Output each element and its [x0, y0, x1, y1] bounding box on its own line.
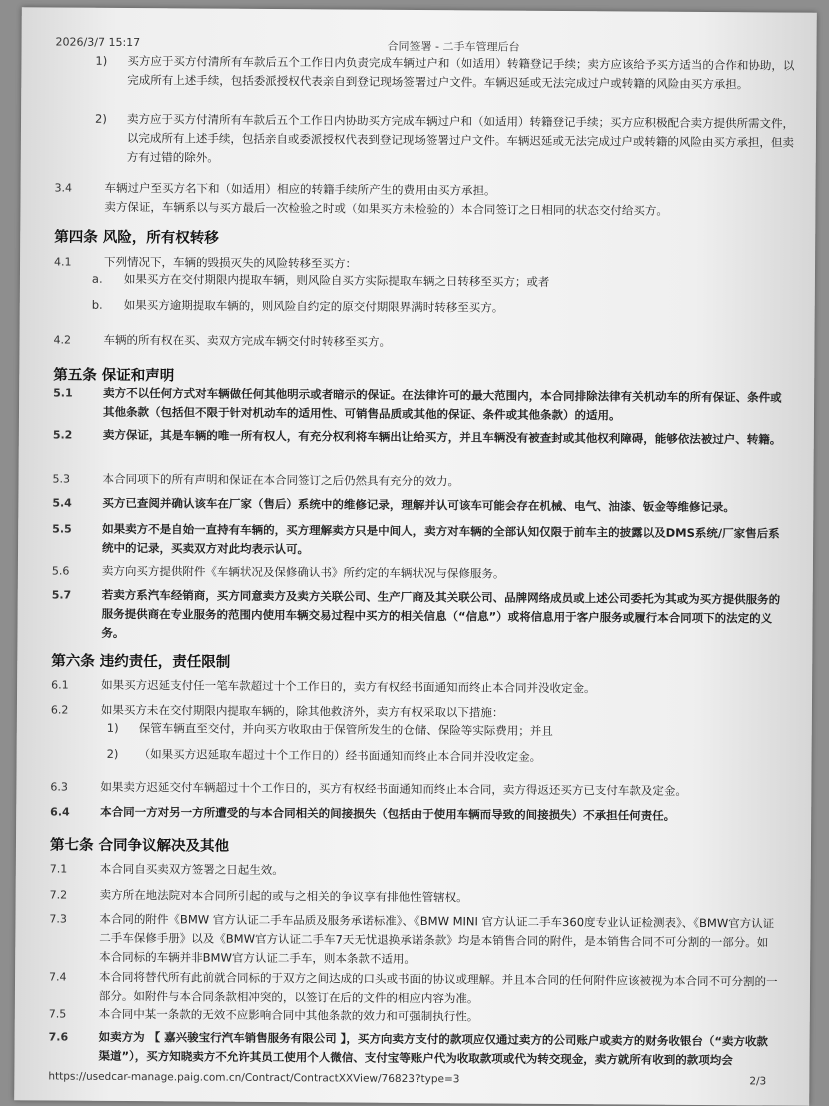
clause-number: 6.4: [50, 805, 70, 819]
clause-text: 下列情况下，车辆的毁损灭失的风险转移至买方：: [104, 254, 358, 271]
clause-text: 卖方保证，其是车辆的唯一所有权人，有充分权利将车辆出让给买方，并且车辆没有被查封或其他权利障碍，能够依法被过户、转籍。: [102, 427, 782, 447]
item-text: 买方应于买方付清所有车款后五个工作日内负责完成车辆过户和（如适用）转籍登记手续；卖方应该给予买方适当的合作和协助，以完成所有上述手续，包括委派授权代表亲自到登记现场签署过户文件。车辆迟延或无法完成过户或转籍的风险由买方承担。: [127, 53, 795, 92]
section-heading: 第六条 违约责任，责任限制: [51, 653, 231, 671]
clause-number: 5.7: [51, 588, 72, 602]
clause-text: 本合同一方对另一方所遭受的与本合同相关的间接损失（包括由于使用车辆而导致的间接损失）不承担任何责任。: [100, 804, 676, 823]
clause-5-5: [52, 519, 782, 562]
clause-text: 本合同中某一条款的无效不应影响合同中其他条款的效力和可强制执行性。: [98, 1006, 479, 1024]
clause-5-7: [51, 585, 781, 647]
clause-6-3: [50, 777, 780, 801]
list-item: [92, 270, 792, 294]
clause-number: 5.4: [52, 496, 72, 510]
item-text: 保管车辆直至交付，并向买方收取由于保管所发生的仓储、保险等实际费用；并且: [138, 721, 553, 738]
clause-6-1: [51, 675, 781, 699]
clause-3-4: [54, 178, 784, 221]
clause-text: 本合同的附件《BMW 官方认证二手车品质及服务承诺标准》、《BMW MINI 官方认证二手车360度专业认证检测表》、《BMW官方认证二手车保修手册》以及《BMW官方认证二手车7天无忧退换承诺条款》均是本销售合同的附件，是本销售合同不可分割的一部分。如本合同标的车辆并非BMW官方认证二手车，则本条款不适用。: [99, 911, 775, 967]
page-number: 2/3: [749, 1075, 767, 1088]
clause-text: 卖方所在地法院对本合同所引起的或与之相关的争议享有排他性管辖权。: [99, 887, 468, 905]
clause-number: 7.5: [48, 1007, 67, 1021]
clause-number: 4.1: [54, 255, 72, 269]
clause-text: 本合同将替代所有此前就合同标的于双方之间达成的口头或书面的协议或理解。并且本合同的任何附件应该被视为本合同不可分割的一部分。如附件与本合同条款相冲突的，以签订在后的文件的相应内容为准。: [98, 969, 778, 1006]
clause-5-2: [53, 425, 783, 449]
item-text: 如果买方在交付期限内提取车辆，则风险自买方实际提取车辆之日转移至买方；或者: [123, 271, 550, 289]
clause-number: 5.3: [52, 472, 71, 486]
item-text: （如果买方迟延取车超过十个工作日的）经书面通知而终止本合同并没收定金。: [138, 747, 542, 764]
clause-text: 本合同自买卖双方签署之日起生效。: [99, 861, 284, 878]
item-number: a.: [91, 271, 103, 286]
clause-text: 卖方不以任何方式对车辆做任何其他明示或者暗示的保证。在法律许可的最大范围内，本合同排除法律有关机动车的所有保证、条件或其他条款（包括但不限于针对机动车的适用性、可销售品质或其他的保证、条件或其他条款）的适用。: [102, 385, 782, 423]
clause-number: 6.3: [50, 780, 68, 794]
list-item: [107, 745, 807, 769]
clause-5-3: [52, 469, 782, 493]
item-number: b.: [91, 297, 103, 312]
clause-text: 本合同项下的所有声明和保证在本合同签订之后仍然具有充分的效力。: [102, 471, 460, 489]
clause-5-6: [52, 561, 782, 585]
clause-number: 5.2: [52, 428, 73, 442]
clause-7-4: [49, 967, 779, 1010]
clause-number: 6.2: [50, 703, 69, 717]
clause-text: 买方已查阅并确认该车在厂家（售后）系统中的维修记录，理解并认可该车可能会存在机械、电气、油漆、钣金等维修记录。: [102, 495, 735, 515]
document-page: [14, 7, 817, 1106]
clause-5-4: [52, 493, 782, 517]
list-item: [107, 719, 807, 743]
clause-number: 5.1: [53, 386, 73, 400]
clause-text: 如果卖方迟延交付车辆超过十个工作日的，买方有权经书面通知而终止本合同，卖方得返还买方已支付车款及定金。: [100, 779, 687, 798]
clause-line: 卖方保证，车辆系以与买方最后一次检验之时或（如果买方未检验的）本合同签订之日相同的状态交付给买方。: [104, 199, 668, 218]
clause-text: 如果买方迟延支付任一笔车款超过十个工作日的，卖方有权经书面通知而终止本合同并没收定金。: [101, 677, 596, 696]
page-url: https://usedcar-manage.paig.com.cn/Contract/ContractXXView/76823?type=3: [48, 1070, 460, 1086]
item-number: 2): [94, 111, 107, 126]
clause-4-2: [53, 330, 783, 354]
list-item: [95, 52, 795, 95]
clause-number: 7.3: [49, 912, 68, 926]
list-item: [95, 110, 795, 172]
clause-number: 4.2: [53, 333, 72, 347]
clause-7-2: [50, 885, 780, 909]
list-item: [92, 296, 792, 320]
clause-7-6: [48, 1027, 778, 1070]
clause-number: 5.6: [51, 564, 70, 578]
clause-number: 5.5: [52, 522, 72, 536]
page-title: 合同签署 - 二手车管理后台: [387, 39, 520, 54]
clause-number: 3.4: [54, 181, 73, 195]
clause-number: 6.1: [51, 678, 69, 692]
item-number: 1): [95, 53, 108, 68]
clause-7-3: [49, 909, 779, 971]
item-number: 1): [106, 720, 119, 735]
clause-6-4: [50, 802, 780, 826]
section-heading: 第五条 保证和声明: [53, 367, 175, 385]
item-text: 卖方应于买方付清所有车款后五个工作日内协助买方完成车辆过户和（如适用）转籍登记手续；买方应积极配合卖方提供所需文件，以完成所有上述手续，包括亲自或委派授权代表到登记现场签署过户文件。车辆迟延或无法完成过户或转籍的风险由买方承担，但卖方有过错的除外。: [126, 111, 795, 165]
item-number: 2): [106, 746, 119, 761]
clause-number: 7.1: [49, 862, 68, 876]
section-heading: 第四条 风险，所有权转移: [54, 229, 219, 247]
clause-7-1: [50, 859, 780, 883]
clause-line: 车辆过户至买方名下和（如适用）相应的转籍手续所产生的费用由买方承担。: [104, 180, 496, 198]
clause-text: 如卖方为 【 嘉兴骏宝行汽车销售服务有限公司 】，买方向卖方支付的款项应仅通过卖方的公司账户或卖方的财务收银台（“卖方收款渠道”），买方知晓卖方不允许其员工使用个人微信、支付宝等账户代为收取款项或代为转交现金，卖方就所有收到的款项均会: [98, 1029, 768, 1068]
clause-text: [104, 179, 784, 222]
clause-7-5: [49, 1004, 779, 1028]
clause-number: 7.2: [49, 888, 68, 902]
print-date: 2026/3/7 15:17: [55, 35, 141, 50]
clause-number: 7.6: [48, 1030, 69, 1044]
clause-text: 若卖方系汽车经销商，买方同意卖方及卖方关联公司、生产厂商及其关联公司、品牌网络成员或上述公司委托为其或为买方提供服务的服务提供商在专业服务的范围内使用车辆交易过程中买方的相关信息（“信息”）或将信息用于客户服务或履行本合同项下的法定的义务。: [101, 587, 781, 640]
clause-text: 卖方向买方提供附件《车辆状况及保修确认书》所约定的车辆状况与保修服务。: [101, 563, 505, 581]
clause-number: 7.4: [49, 970, 67, 984]
item-text: 如果买方逾期提取车辆的，则风险自约定的原交付期限界满时转移至买方。: [123, 297, 504, 315]
clause-text: 车辆的所有权在买、卖双方完成车辆交付时转移至买方。: [103, 332, 392, 349]
clause-5-1: [53, 383, 783, 426]
section-heading: 第七条 合同争议解决及其他: [49, 837, 230, 855]
clause-text: 如果买方未在交付期限内提取车辆的，除其他救济外，卖方有权采取以下措施：: [100, 702, 504, 720]
clause-text: 如果卖方不是自始一直持有车辆的，买方理解卖方只是中间人，卖方对车辆的全部认知仅限于前车主的披露以及DMS系统/厂家售后系统中的记录，买卖双方对此均表示认可。: [102, 521, 780, 557]
